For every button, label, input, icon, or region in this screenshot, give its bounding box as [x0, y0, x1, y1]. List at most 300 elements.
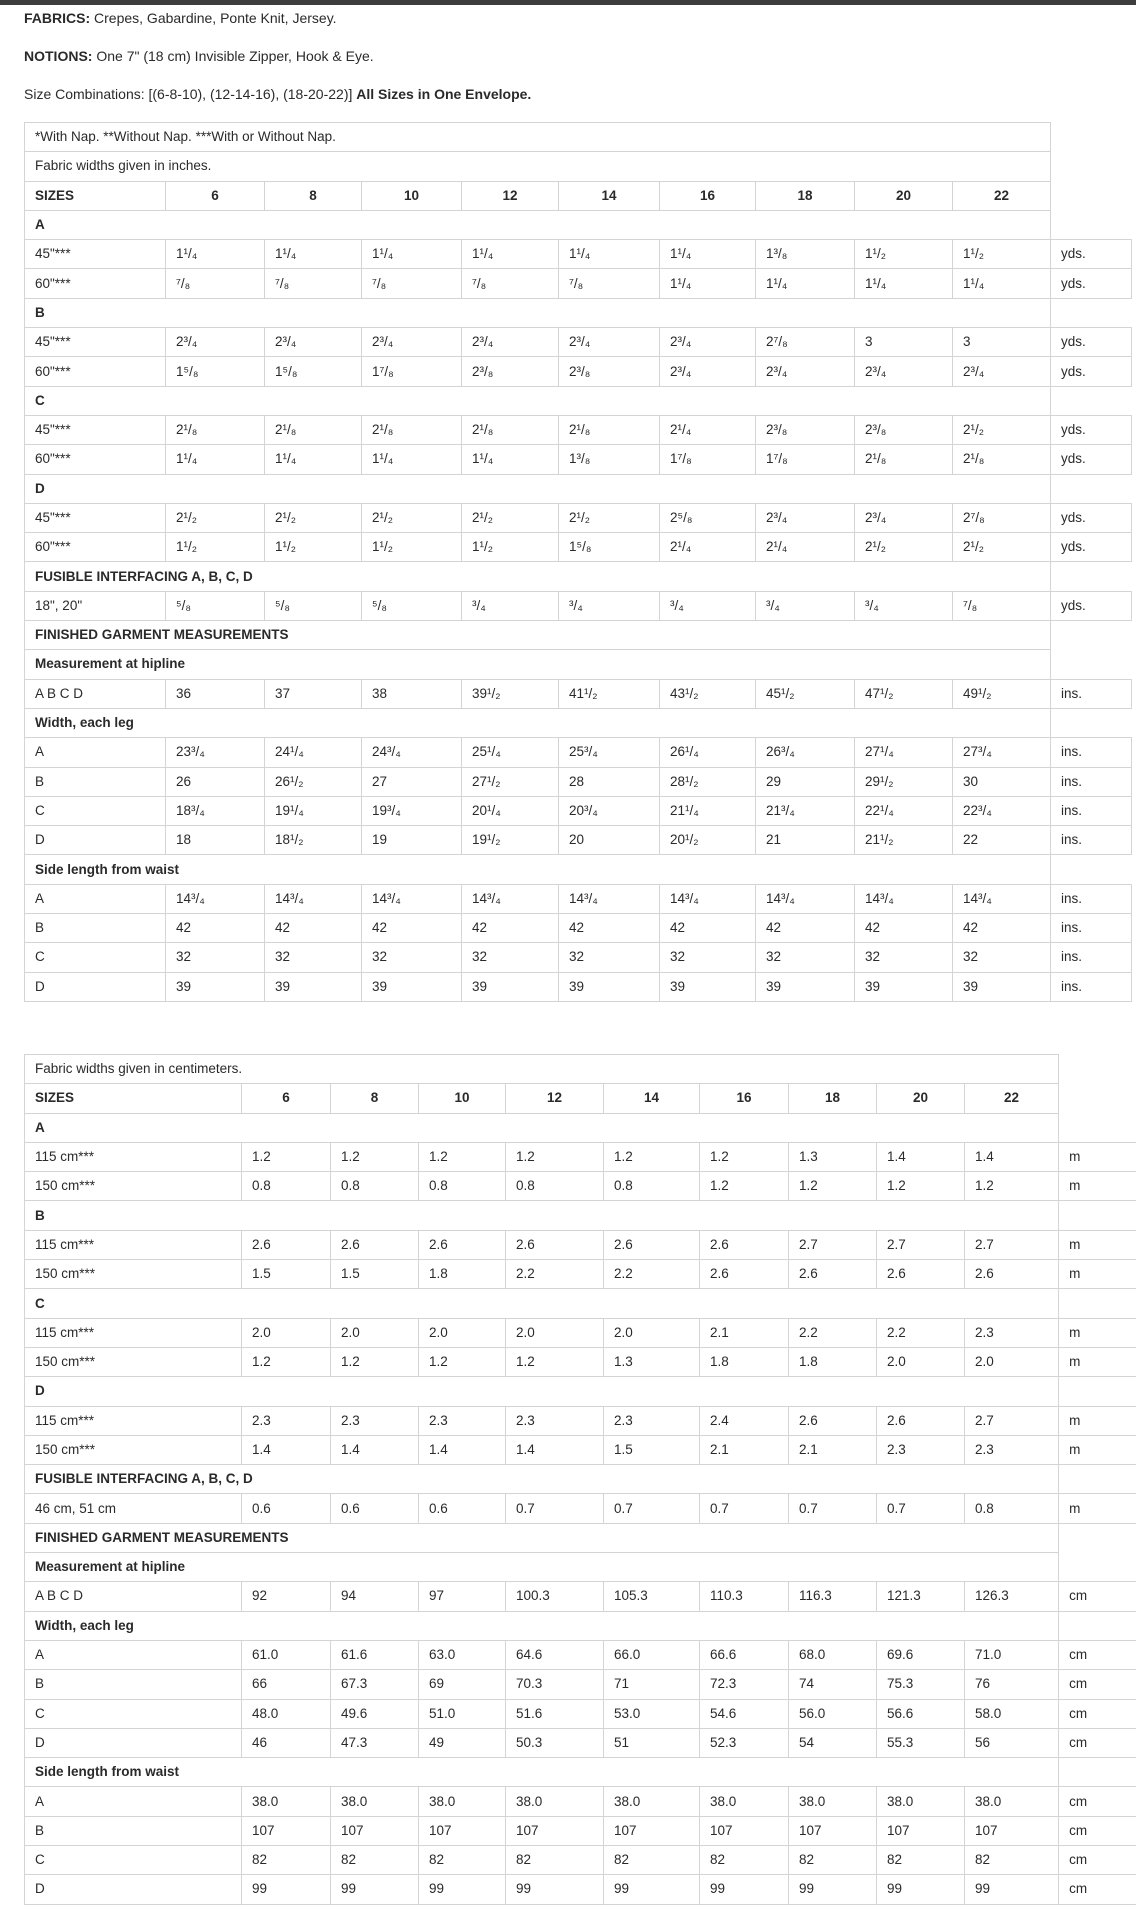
section-row [25, 1377, 1136, 1406]
cell-value: 14³/₄ [756, 884, 855, 913]
cell-value: 24³/₄ [362, 738, 462, 767]
cell-value: 27¹/₂ [462, 767, 559, 796]
cell-value: 107 [331, 1816, 419, 1845]
cell-value: 1⁵/₈ [559, 533, 660, 562]
cell-value: 32 [756, 943, 855, 972]
cell-value: 32 [362, 943, 462, 972]
heading-label: FINISHED GARMENT MEASUREMENTS [25, 1523, 1059, 1552]
cell-value: ³/₄ [660, 591, 756, 620]
heading-label: Measurement at hipline [25, 1553, 1059, 1582]
section-row [25, 1465, 1136, 1494]
cell-value: 2⁷/₈ [756, 328, 855, 357]
cell-value: 1¹/₂ [855, 240, 953, 269]
row-label: 60"*** [25, 533, 166, 562]
cell-value: 39 [166, 972, 265, 1001]
cell-value: 42 [362, 914, 462, 943]
row-spacer [1051, 298, 1132, 327]
section-label: Side length from waist [25, 855, 1051, 884]
cell-value: 19³/₄ [362, 796, 462, 825]
table-row [25, 1640, 1136, 1669]
unit-label: yds. [1051, 591, 1132, 620]
table-row [25, 357, 1132, 386]
table-row [25, 1875, 1136, 1904]
size-combinations-text: Size Combinations: [(6-8-10), (12-14-16), (18-20-22)] [24, 86, 357, 102]
section-row [25, 1611, 1136, 1640]
cell-value: 2¹/₈ [855, 445, 953, 474]
unit-label: m [1059, 1318, 1136, 1347]
cell-value: 39 [362, 972, 462, 1001]
table-row [25, 1435, 1136, 1464]
cell-value: 2.3 [331, 1406, 419, 1435]
cell-value: 21¹/₂ [855, 826, 953, 855]
row-spacer [1059, 1465, 1136, 1494]
table-row [25, 1816, 1136, 1845]
cell-value: 82 [419, 1846, 506, 1875]
cell-value: 82 [965, 1846, 1059, 1875]
cell-value: 0.7 [506, 1494, 604, 1523]
row-spacer [1051, 621, 1132, 650]
cell-value: 1¹/₄ [166, 445, 265, 474]
cell-value: 2¹/₄ [660, 533, 756, 562]
cell-value: 1.8 [419, 1260, 506, 1289]
cell-value: 45¹/₂ [756, 679, 855, 708]
unit-label: yds. [1051, 269, 1132, 298]
cell-value: 2.0 [419, 1318, 506, 1347]
cell-value: 43¹/₂ [660, 679, 756, 708]
cell-value: 1.2 [331, 1142, 419, 1171]
unit-label: m [1059, 1142, 1136, 1171]
table-row [25, 328, 1132, 357]
cell-value: 1¹/₂ [362, 533, 462, 562]
cell-value: 1¹/₄ [559, 240, 660, 269]
cell-value: 18³/₄ [166, 796, 265, 825]
unit-label: ins. [1051, 796, 1132, 825]
cell-value: 2³/₄ [362, 328, 462, 357]
section-label: C [25, 386, 1051, 415]
sizes-label: SIZES [25, 181, 166, 210]
cell-value: 1¹/₄ [855, 269, 953, 298]
cell-value: 19¹/₄ [265, 796, 362, 825]
cell-value: 2³/₈ [462, 357, 559, 386]
cell-value: 38.0 [419, 1787, 506, 1816]
cell-value: 22¹/₄ [855, 796, 953, 825]
cell-value: 2⁷/₈ [953, 503, 1051, 532]
cell-value: 54 [789, 1728, 877, 1757]
nap-note-row [25, 123, 1132, 152]
size-header: 10 [419, 1084, 506, 1113]
cell-value: 2.2 [604, 1260, 700, 1289]
unit-label: m [1059, 1260, 1136, 1289]
cell-value: 42 [559, 914, 660, 943]
cell-value: 107 [877, 1816, 965, 1845]
cell-value: 2.1 [700, 1435, 789, 1464]
cell-value: 2¹/₂ [265, 503, 362, 532]
unit-label: m [1059, 1494, 1136, 1523]
sizes-label: SIZES [25, 1084, 242, 1113]
cell-value: 2³/₈ [559, 357, 660, 386]
section-row [25, 1113, 1136, 1142]
heading-label: FINISHED GARMENT MEASUREMENTS [25, 621, 1051, 650]
cell-value: 56 [965, 1728, 1059, 1757]
row-label: C [25, 1699, 242, 1728]
row-label: 60"*** [25, 445, 166, 474]
cell-value: 2.4 [700, 1406, 789, 1435]
heading-row [25, 621, 1132, 650]
section-label: FUSIBLE INTERFACING A, B, C, D [25, 1465, 1059, 1494]
cell-value: 56.6 [877, 1699, 965, 1728]
cell-value: 38.0 [242, 1787, 331, 1816]
table-row [25, 1318, 1136, 1347]
cell-value: 18 [166, 826, 265, 855]
cell-value: 29 [756, 767, 855, 796]
cell-value: 28¹/₂ [660, 767, 756, 796]
cell-value: 1.2 [700, 1172, 789, 1201]
unit-label: ins. [1051, 767, 1132, 796]
unit-label: ins. [1051, 679, 1132, 708]
row-spacer [1059, 1084, 1136, 1113]
size-header: 8 [331, 1084, 419, 1113]
cell-value: 0.7 [604, 1494, 700, 1523]
cell-value: 42 [855, 914, 953, 943]
cell-value: 82 [506, 1846, 604, 1875]
cell-value: 1.2 [604, 1142, 700, 1171]
section-row [25, 474, 1132, 503]
cell-value: 66 [242, 1670, 331, 1699]
cell-value: 38 [362, 679, 462, 708]
cell-value: 25¹/₄ [462, 738, 559, 767]
section-row [25, 386, 1132, 415]
cell-value: 66.0 [604, 1640, 700, 1669]
cell-value: 2¹/₂ [953, 415, 1051, 444]
row-label: A [25, 738, 166, 767]
unit-label: ins. [1051, 914, 1132, 943]
row-spacer [1051, 386, 1132, 415]
cell-value: 58.0 [965, 1699, 1059, 1728]
cell-value: 82 [604, 1846, 700, 1875]
cell-value: 71 [604, 1670, 700, 1699]
unit-label: m [1059, 1230, 1136, 1259]
size-header: 10 [362, 181, 462, 210]
row-label: 45"*** [25, 415, 166, 444]
row-label: 60"*** [25, 357, 166, 386]
size-header: 6 [242, 1084, 331, 1113]
table-row [25, 679, 1132, 708]
cell-value: 1¹/₄ [362, 445, 462, 474]
cell-value: 2¹/₈ [953, 445, 1051, 474]
cell-value: 47.3 [331, 1728, 419, 1757]
row-label: 60"*** [25, 269, 166, 298]
row-label: C [25, 943, 166, 972]
cell-value: ⁷/₈ [362, 269, 462, 298]
row-label: B [25, 914, 166, 943]
cell-value: 24¹/₄ [265, 738, 362, 767]
cell-value: 36 [166, 679, 265, 708]
section-label: B [25, 298, 1051, 327]
sizes-header-row [25, 1084, 1136, 1113]
cell-value: 39¹/₂ [462, 679, 559, 708]
cell-value: 1.2 [331, 1347, 419, 1376]
cell-value: 99 [331, 1875, 419, 1904]
row-label: 46 cm, 51 cm [25, 1494, 242, 1523]
unit-label: ins. [1051, 943, 1132, 972]
table-row [25, 1494, 1136, 1523]
cell-value: 38.0 [331, 1787, 419, 1816]
section-label: Width, each leg [25, 1611, 1059, 1640]
cell-value: 39 [462, 972, 559, 1001]
row-label: 45"*** [25, 240, 166, 269]
row-label: 18", 20" [25, 591, 166, 620]
cell-value: 121.3 [877, 1582, 965, 1611]
cell-value: 38.0 [700, 1787, 789, 1816]
table-row [25, 1230, 1136, 1259]
row-label: 150 cm*** [25, 1172, 242, 1201]
cell-value: 1.3 [604, 1347, 700, 1376]
cell-value: 1⁷/₈ [660, 445, 756, 474]
cell-value: 0.8 [965, 1494, 1059, 1523]
cell-value: 2³/₄ [462, 328, 559, 357]
cell-value: 61.6 [331, 1640, 419, 1669]
cell-value: 0.6 [419, 1494, 506, 1523]
notions-label: NOTIONS: [24, 48, 93, 64]
heading-row [25, 1523, 1136, 1552]
cell-value: 2.7 [965, 1406, 1059, 1435]
cell-value: 14³/₄ [660, 884, 756, 913]
cell-value: 1³/₈ [559, 445, 660, 474]
cell-value: 100.3 [506, 1582, 604, 1611]
section-row [25, 210, 1132, 239]
cell-value: 32 [660, 943, 756, 972]
cell-value: 2.6 [242, 1230, 331, 1259]
row-label: D [25, 972, 166, 1001]
cell-value: 38.0 [506, 1787, 604, 1816]
cell-value: 1⁷/₈ [756, 445, 855, 474]
cell-value: 2³/₄ [855, 357, 953, 386]
cell-value: 1.4 [506, 1435, 604, 1464]
cell-value: 2.3 [419, 1406, 506, 1435]
cell-value: 3 [953, 328, 1051, 357]
size-header: 14 [559, 181, 660, 210]
heading-row [25, 1553, 1136, 1582]
cell-value: 1.2 [877, 1172, 965, 1201]
table-row [25, 591, 1132, 620]
unit-label: cm [1059, 1582, 1136, 1611]
section-row [25, 562, 1132, 591]
cell-value: 1¹/₄ [660, 240, 756, 269]
cell-value: 26³/₄ [756, 738, 855, 767]
unit-label: cm [1059, 1875, 1136, 1904]
section-label: D [25, 1377, 1059, 1406]
cell-value: 32 [265, 943, 362, 972]
cell-value: 38.0 [877, 1787, 965, 1816]
size-header: 14 [604, 1084, 700, 1113]
cell-value: 56.0 [789, 1699, 877, 1728]
row-label: A [25, 1640, 242, 1669]
size-header: 18 [789, 1084, 877, 1113]
cell-value: 1.2 [506, 1142, 604, 1171]
cell-value: 28 [559, 767, 660, 796]
cell-value: 39 [660, 972, 756, 1001]
section-row [25, 708, 1132, 737]
cell-value: 2³/₈ [855, 415, 953, 444]
table-row [25, 1582, 1136, 1611]
unit-label: yds. [1051, 503, 1132, 532]
cell-value: 2³/₄ [756, 357, 855, 386]
cell-value: 2.6 [700, 1230, 789, 1259]
cell-value: 2¹/₂ [166, 503, 265, 532]
cell-value: 2³/₄ [953, 357, 1051, 386]
row-spacer [1051, 210, 1132, 239]
cell-value: 1.3 [789, 1142, 877, 1171]
fabrics-line [24, 9, 337, 27]
size-header: 16 [660, 181, 756, 210]
cell-value: 37 [265, 679, 362, 708]
cell-value: 2.2 [877, 1318, 965, 1347]
cell-value: ⁷/₈ [166, 269, 265, 298]
unit-label: ins. [1051, 738, 1132, 767]
row-label: D [25, 1875, 242, 1904]
section-label: A [25, 210, 1051, 239]
cell-value: 0.8 [419, 1172, 506, 1201]
heading-row [25, 650, 1132, 679]
cell-value: 41¹/₂ [559, 679, 660, 708]
cell-value: ³/₄ [756, 591, 855, 620]
table-row [25, 796, 1132, 825]
row-label: 150 cm*** [25, 1435, 242, 1464]
cell-value: 32 [953, 943, 1051, 972]
cell-value: 51 [604, 1728, 700, 1757]
cell-value: 1.5 [604, 1435, 700, 1464]
row-spacer [1059, 1055, 1136, 1084]
cell-value: 1.2 [242, 1347, 331, 1376]
table-row [25, 826, 1132, 855]
cell-value: 21¹/₄ [660, 796, 756, 825]
cell-value: 0.8 [604, 1172, 700, 1201]
row-label: 150 cm*** [25, 1347, 242, 1376]
section-label: B [25, 1201, 1059, 1230]
cell-value: 1.2 [242, 1142, 331, 1171]
widths-note: Fabric widths given in inches. [25, 152, 1051, 181]
cell-value: 67.3 [331, 1670, 419, 1699]
cell-value: 42 [166, 914, 265, 943]
cell-value: 94 [331, 1582, 419, 1611]
cell-value: 99 [965, 1875, 1059, 1904]
section-row [25, 855, 1132, 884]
cell-value: 107 [604, 1816, 700, 1845]
cell-value: 32 [462, 943, 559, 972]
unit-label: cm [1059, 1816, 1136, 1845]
unit-label: m [1059, 1406, 1136, 1435]
table-row [25, 503, 1132, 532]
cell-value: 2.6 [331, 1230, 419, 1259]
cell-value: 51.6 [506, 1699, 604, 1728]
table-row [25, 1846, 1136, 1875]
cell-value: 2.3 [965, 1318, 1059, 1347]
cell-value: ³/₄ [559, 591, 660, 620]
cell-value: 2.0 [604, 1318, 700, 1347]
cell-value: 69 [419, 1670, 506, 1699]
row-spacer [1059, 1523, 1136, 1552]
cell-value: ⁷/₈ [462, 269, 559, 298]
cell-value: 69.6 [877, 1640, 965, 1669]
cell-value: 1.4 [877, 1142, 965, 1171]
cell-value: 2¹/₂ [855, 533, 953, 562]
cell-value: 26¹/₂ [265, 767, 362, 796]
cell-value: 99 [419, 1875, 506, 1904]
size-header: 20 [855, 181, 953, 210]
cell-value: 1.5 [331, 1260, 419, 1289]
row-label: A [25, 884, 166, 913]
unit-label: yds. [1051, 328, 1132, 357]
cell-value: 42 [756, 914, 855, 943]
cell-value: 92 [242, 1582, 331, 1611]
cell-value: ⁵/₈ [265, 591, 362, 620]
cell-value: ⁷/₈ [265, 269, 362, 298]
cell-value: 64.6 [506, 1640, 604, 1669]
cell-value: 2.6 [789, 1260, 877, 1289]
cell-value: 22 [953, 826, 1051, 855]
cell-value: 107 [506, 1816, 604, 1845]
cell-value: 2.3 [877, 1435, 965, 1464]
cell-value: 2⁵/₈ [660, 503, 756, 532]
cell-value: 1¹/₄ [462, 240, 559, 269]
cell-value: 22³/₄ [953, 796, 1051, 825]
cell-value: 2¹/₄ [756, 533, 855, 562]
cell-value: 1.4 [419, 1435, 506, 1464]
cell-value: 2.0 [965, 1347, 1059, 1376]
row-label: 115 cm*** [25, 1230, 242, 1259]
cell-value: 54.6 [700, 1699, 789, 1728]
unit-label: yds. [1051, 445, 1132, 474]
row-spacer [1059, 1611, 1136, 1640]
cell-value: 14³/₄ [265, 884, 362, 913]
table-row [25, 1699, 1136, 1728]
cell-value: 82 [331, 1846, 419, 1875]
top-bar [0, 0, 1136, 5]
cell-value: 49¹/₂ [953, 679, 1051, 708]
cell-value: 50.3 [506, 1728, 604, 1757]
cell-value: 0.7 [700, 1494, 789, 1523]
row-spacer [1059, 1289, 1136, 1318]
cell-value: ⁵/₈ [166, 591, 265, 620]
unit-label: cm [1059, 1846, 1136, 1875]
cell-value: 3 [855, 328, 953, 357]
cell-value: 75.3 [877, 1670, 965, 1699]
cell-value: 99 [604, 1875, 700, 1904]
row-label: B [25, 767, 166, 796]
cell-value: 39 [855, 972, 953, 1001]
fabrics-value: Crepes, Gabardine, Ponte Knit, Jersey. [90, 10, 337, 26]
unit-label: yds. [1051, 415, 1132, 444]
cell-value: 1.4 [242, 1435, 331, 1464]
cell-value: 107 [789, 1816, 877, 1845]
notions-value: One 7" (18 cm) Invisible Zipper, Hook & Eye. [92, 48, 374, 64]
cell-value: 2.6 [877, 1406, 965, 1435]
cell-value: 1¹/₄ [462, 445, 559, 474]
table-row [25, 1787, 1136, 1816]
sizes-header-row [25, 181, 1132, 210]
unit-label: m [1059, 1435, 1136, 1464]
cell-value: 52.3 [700, 1728, 789, 1757]
row-spacer [1059, 1113, 1136, 1142]
cell-value: 1³/₈ [756, 240, 855, 269]
notions-line [24, 47, 374, 65]
cell-value: 20³/₄ [559, 796, 660, 825]
cell-value: 99 [242, 1875, 331, 1904]
cell-value: 99 [877, 1875, 965, 1904]
cell-value: 2¹/₂ [559, 503, 660, 532]
unit-label: m [1059, 1172, 1136, 1201]
row-label: 115 cm*** [25, 1142, 242, 1171]
